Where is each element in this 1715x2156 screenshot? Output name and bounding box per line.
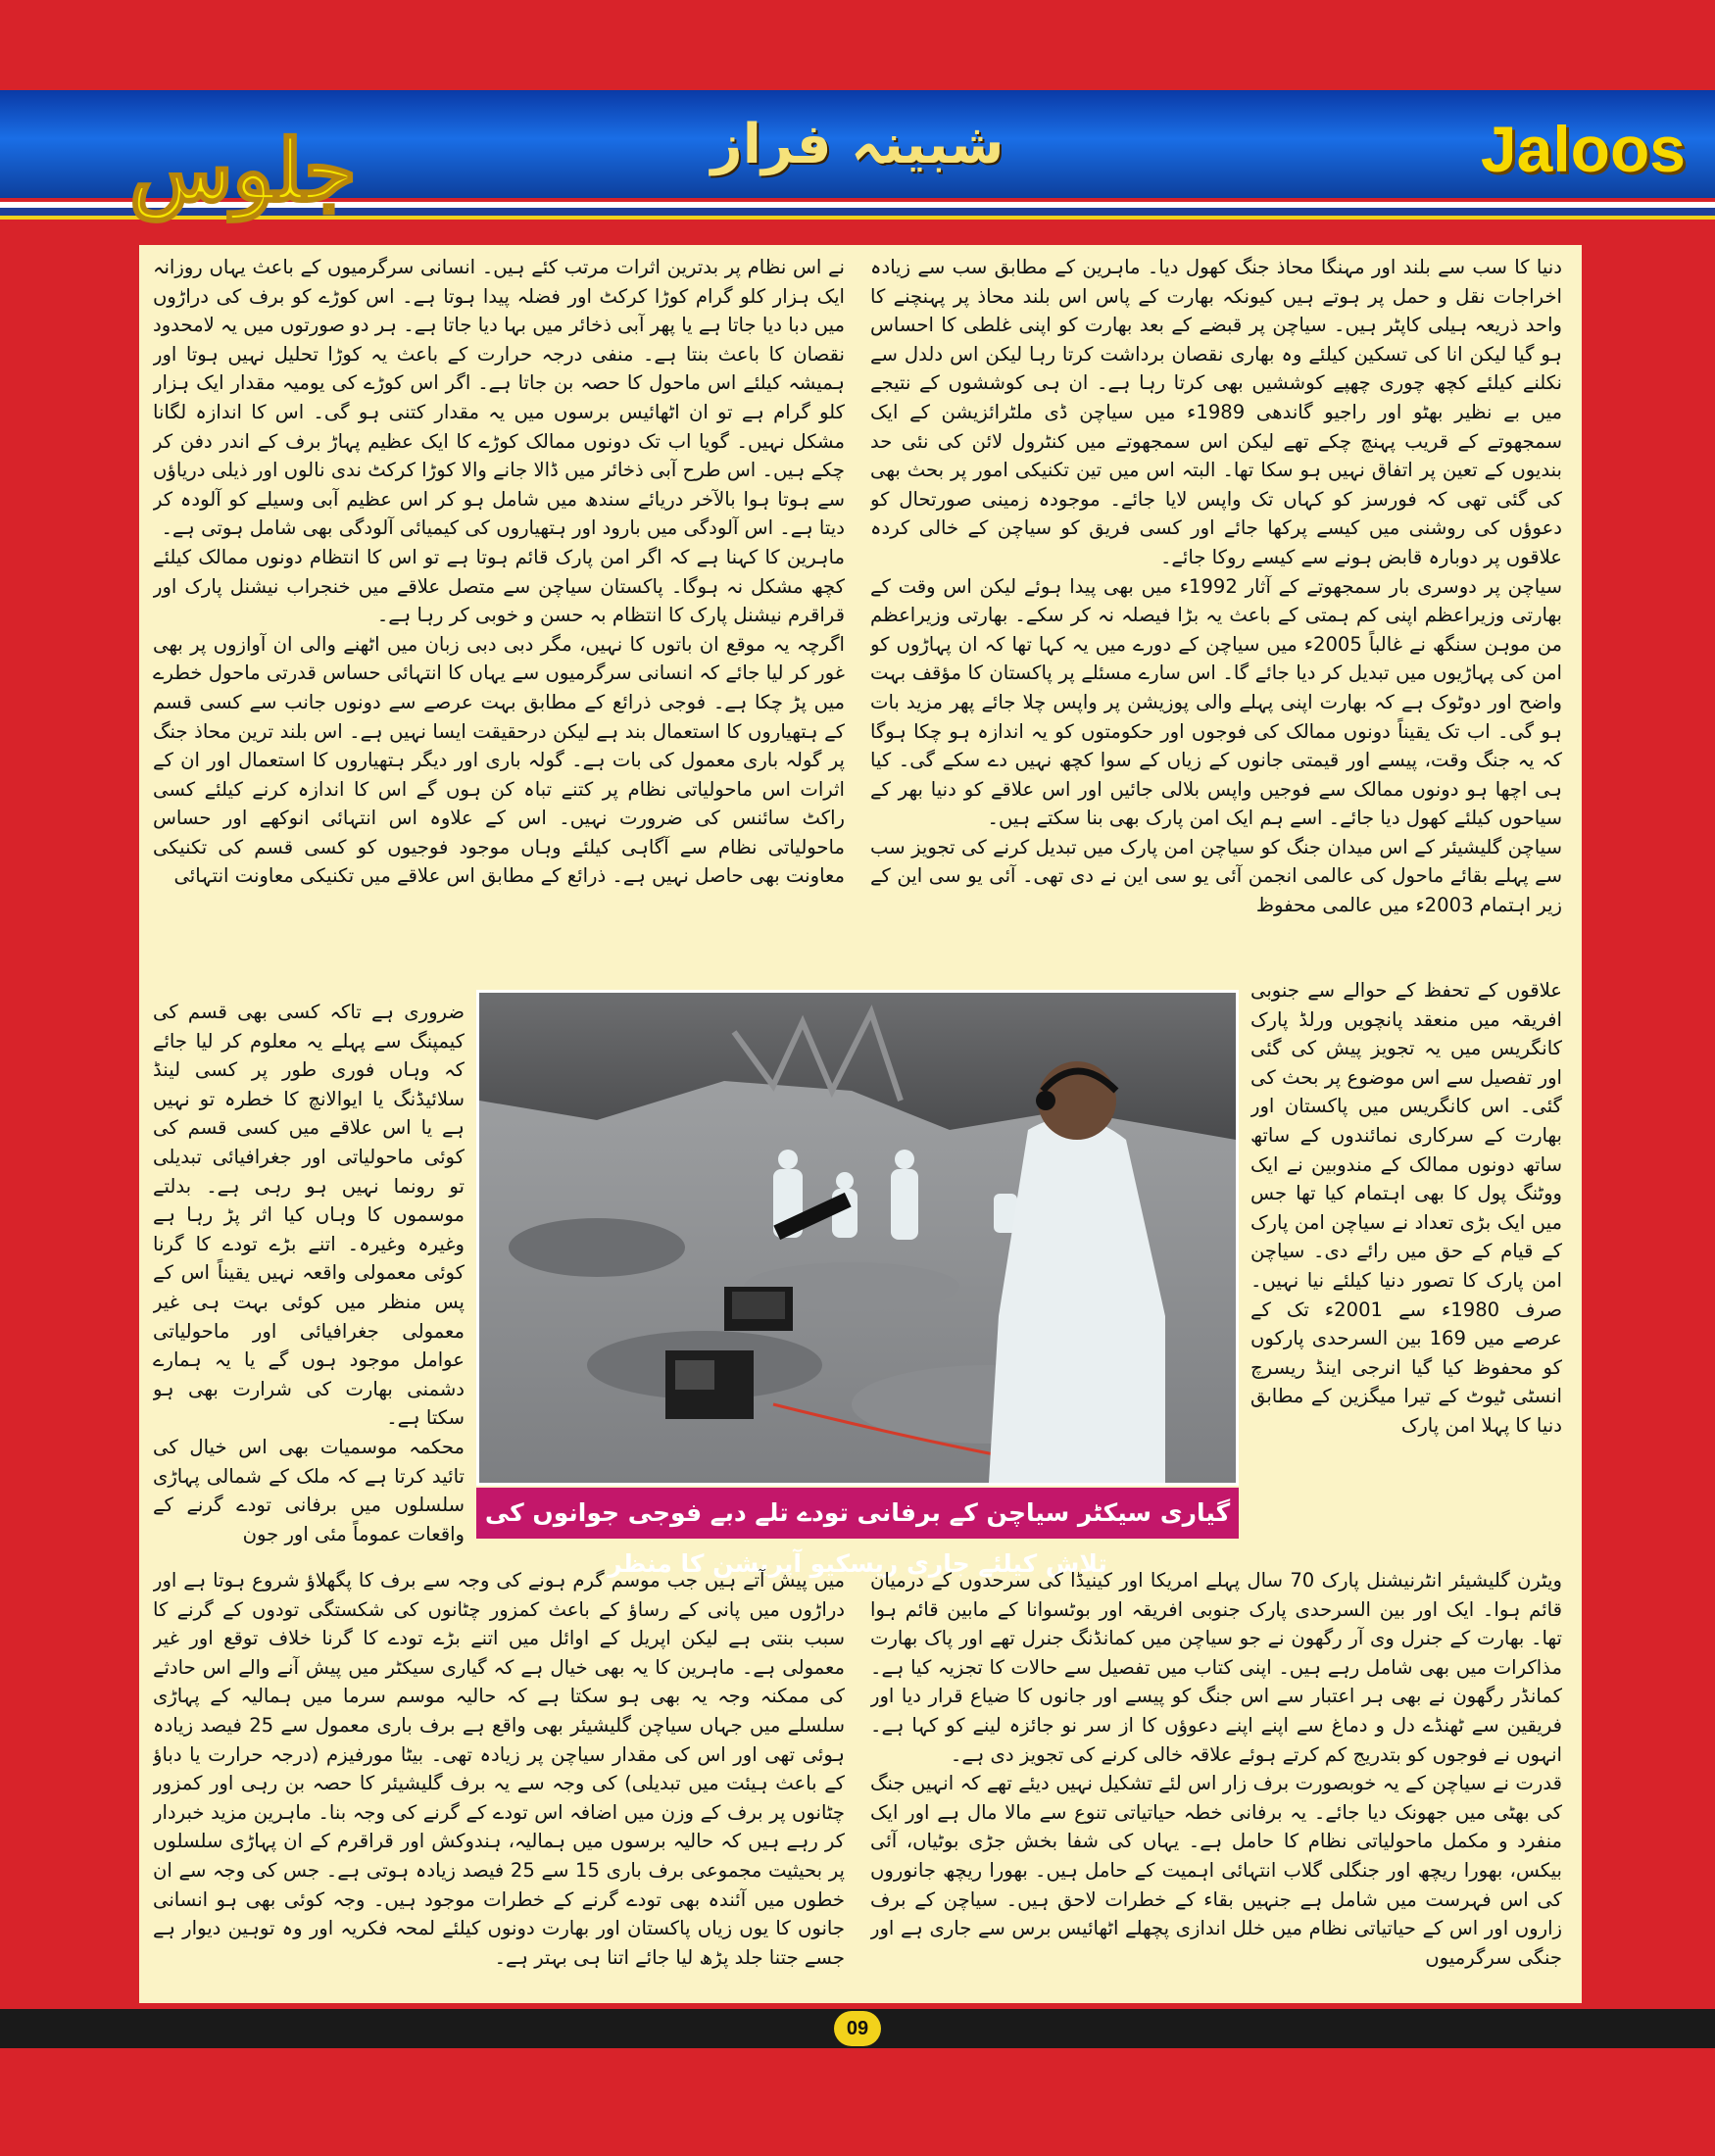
paragraph: قدرت نے سیاچن کے یہ خوبصورت برف زار اس لئے تشکیل نہیں دیئے تھے کہ انہیں جنگ کی بھٹی میں جھونک دیا جائے۔ یہ برفانی خطہ حیاتیاتی تنوع سے مالا مال ہے اور ایک منفرد و مکمل ماحولیاتی نظام کا حامل ہے۔ یہاں کی شفا بخش جڑی بوٹیاں، آئی بیکس، بھورا ریچھ اور جنگلی گلاب انتہائی اہمیت کے حامل ہیں۔ بھورا ریچھ جانوروں کی اس فہرست میں شامل ہے جنہیں بقاء کے خطرات لاحق ہیں۔ سیاچن کے برف زاروں اور اس کے حیاتیاتی نظام میں خلل اندازی پچھلے اٹھائیس برس سے جاری ہے اور جنگی سرگرمیوں [870,1772,1562,1969]
paragraph: علاقوں کے تحفظ کے حوالے سے جنوبی افریقہ میں منعقد پانچویں ورلڈ پارک کانگریس میں یہ تجویز پیش کی گئی اور تفصیل سے اس موضوع پر بحث کی گئی۔ اس کانگریس میں پاکستان اور بھارت کے سرکاری نمائندوں کے ساتھ ساتھ دونوں ممالک کے مندوبین نے ایک ووٹنگ پول کا بھی اہتمام کیا تھا جس میں ایک بڑی تعداد نے سیاچن امن پارک کے قیام کے حق میں رائے دی۔ سیاچن امن پارک کا تصور دنیا کیلئے نیا نہیں۔ صرف 1980ء سے 2001ء تک کے عرصے میں 169 بین السرحدی پارکوں کو محفوظ کیا گیا انرجی اینڈ ریسرچ انسٹی ٹیوٹ کے تیرا میگزین کے مطابق دنیا کا پہلا امن پارک [1250,979,1562,1437]
page-number: 09 [834,2011,881,2046]
photo-caption: گیاری سیکٹر سیاچن کے برفانی تودے تلے دبے فوجی جوانوں کی تلاش کیلئے جاری ریسکیو آپریشن کا منظر [476,1488,1239,1539]
paragraph: میں پیش آتے ہیں جب موسم گرم ہونے کی وجہ سے برف کا پگھلاؤ شروع ہوتا ہے اور دراڑوں میں پانی کے رساؤ کے باعث کمزور چٹانوں کی شکستگی تودوں کے گرنے کا سبب بنتی ہے لیکن اپریل کے اوائل میں اتنے بڑے تودے کا گرنا خلاف توقع اور غیر معمولی ہے۔ ماہرین کا یہ بھی خیال ہے کہ گیاری سیکٹر میں پیش آنے والے اس حادثے کی ممکنہ وجہ یہ بھی ہو سکتا ہے کہ حالیہ موسم سرما میں ہمالیہ کے پہاڑی سلسلے میں جہاں سیاچن گلیشیئر بھی واقع ہے برف باری معمول سے 25 فیصد زیادہ ہوئی تھی اور اس کی مقدار سیاچن پر زیادہ تھی۔ بیٹا مورفیزم (درجہ حرارت یا دباؤ کے باعث ہیئت میں تبدیلی) کی وجہ سے یہ برف گلیشیئر کا حصہ بن رہی اور کمزور چٹانوں پر برف کے وزن میں اضافہ اس تودے کے گرنے کی وجہ بنا۔ ماہرین مزید خبردار کر رہے ہیں کہ حالیہ برسوں میں ہمالیہ، ہندوکش اور قراقرم کے ان پہاڑی سلسلوں پر بحیثیت مجموعی برف باری 15 سے 25 فیصد زیادہ ہوتی ہے۔ جس کی وجہ سے ان خطوں میں آئندہ بھی تودے گرنے کے خطرات موجود ہیں۔ وجہ کوئی بھی ہو انسانی جانوں کا یوں زیاں پاکستان اور بھارت دونوں کیلئے لمحہ فکریہ اور وہ توہین دیوار ہے جسے جتنا جلد پڑھ لیا جائے اتنا ہی بہتر ہے۔ [153,1569,845,1969]
magazine-logo-urdu: جلوس [129,122,357,220]
paragraph: اگرچہ یہ موقع ان باتوں کا نہیں، مگر دبی دبی زبان میں اٹھنے والی ان آوازوں پر بھی غور کر لیا جائے کہ انسانی سرگرمیوں سے یہاں کا انتہائی حساس قدرتی ماحول خطرے میں پڑ چکا ہے۔ فوجی ذرائع کے مطابق بہت عرصے سے دونوں جانب سے کسی قسم کے ہتھیاروں کا استعمال بند ہے لیکن درحقیقت ایسا نہیں ہے۔ اس بلند ترین محاذ جنگ پر گولہ باری معمول کی بات ہے۔ گولہ باری اور دیگر ہتھیاروں کا استعمال اور ان کے اثرات اس ماحولیاتی نظام پر کتنے تباہ کن ہوں گے اس کا اندازہ کرنے کیلئے کسی راکٹ سائنس کی ضرورت نہیں۔ اس کے علاوہ اس انتہائی انوکھے اور حساس ماحولیاتی نظام سے آگاہی کیلئے وہاں موجود فوجیوں کو کسی قسم کی تکنیکی معاونت بھی حاصل نہیں ہے۔ ذرائع کے مطابق اس علاقے میں تکنیکی معاونت انتہائی [153,632,845,888]
magazine-logo-latin: Jaloos [1480,113,1686,185]
section-title: شبینہ فراز [710,113,1004,176]
photo-illustration [479,993,1236,1483]
paragraph: ماہرین کا کہنا ہے کہ اگر امن پارک قائم ہوتا ہے تو اس کا انتظام دونوں ممالک کیلئے کچھ مشکل نہ ہوگا۔ پاکستان سیاچن سے متصل علاقے میں خنجراب نیشنل پارک اور قراقرم نیشنل پارک کا انتظام بہ حسن و خوبی کر رہا ہے۔ [153,545,845,627]
paragraph: ویٹرن گلیشیئر انٹرنیشنل پارک 70 سال پہلے امریکا اور کینیڈا کی سرحدوں کے درمیان قائم ہوا۔ ایک اور بین السرحدی پارک جنوبی افریقہ اور بوٹسوانا کے مابین قائم ہوا تھا۔ بھارت کے جنرل وی آر رگھون نے جو سیاچن میں کمانڈنگ جنرل تھے اور پاک بھارت مذاکرات میں بھی شامل رہے ہیں۔ اپنی کتاب میں تفصیل سے حالات کا تجزیہ کیا ہے۔ کمانڈر رگھون نے بھی ہر اعتبار سے اس جنگ کو پیسے اور جانوں کا ضیاع قرار دیا اور فریقین سے ٹھنڈے دل و دماغ سے اپنے اپنے دعوؤں کا از سر نو جائزہ لینے کو کہا ہے۔ انہوں نے فوجوں کو بتدریج کم کرتے ہوئے علاقہ خالی کرنے کی تجویز دی ہے۔ [870,1569,1562,1766]
paragraph: ضروری ہے تاکہ کسی بھی قسم کی کیمپنگ سے پہلے یہ معلوم کر لیا جائے کہ وہاں فوری طور پر کسی لینڈ سلائیڈنگ یا ایوالانچ کا خطرہ تو نہیں ہے یا اس علاقے میں کسی قسم کی کوئی ماحولیاتی اور جغرافیائی تبدیلی تو رونما نہیں ہو رہی ہے۔ بدلتے موسموں کا وہاں کیا اثر پڑ رہا ہے وغیرہ وغیرہ۔ اتنے بڑے تودے کا گرنا کوئی معمولی واقعہ نہیں یقیناً اس کے پس منظر میں کوئی بہت ہی غیر معمولی جغرافیائی اور ماحولیاتی عوامل موجود ہوں گے یا یہ ہمارے دشمنی بھارت کی شرارت بھی ہو سکتا ہے۔ [153,1001,465,1430]
paragraph: نے اس نظام پر بدترین اثرات مرتب کئے ہیں۔ انسانی سرگرمیوں کے باعث یہاں روزانہ ایک ہزار کلو گرام کوڑا کرکٹ اور فضلہ پیدا ہوتا ہے۔ اس کوڑے کو برف کی دراڑوں میں دبا دیا جاتا ہے یا پھر آبی ذخائر میں بہا دیا جاتا ہے۔ ہر دو صورتوں میں یہ لامحدود نقصان کا باعث بنتا ہے۔ منفی درجہ حرارت کے باعث یہ کوڑا تحلیل نہیں ہوتا اور ہمیشہ کیلئے اس ماحول کا حصہ بن جاتا ہے۔ اگر اس کوڑے کی یومیہ مقدار ایک ہزار کلو گرام ہے تو ان اٹھائیس برسوں میں یہ مقدار کتنی ہو گی۔ اس کا اندازہ لگانا مشکل نہیں۔ گویا اب تک دونوں ممالک کوڑے کا ایک عظیم پہاڑ برف کے اندر دفن کر چکے ہیں۔ اس طرح آبی ذخائر میں ڈالا جانے والا کوڑا کرکٹ ندی نالوں اور ذیلی دریاؤں سے ہوتا ہوا بالآخر دریائے سندھ میں شامل ہو کر اس عظیم آبی وسیلے کو آلودہ کر دیتا ہے۔ اس آلودگی میں بارود اور ہتھیاروں کی کیمیائی آلودگی بھی شامل ہوتی ہے۔ [153,256,845,540]
rescue-operation-photo [476,990,1239,1486]
article-column-right-bottom [870,1566,1562,1997]
article-column-narrow-left [153,998,465,1572]
article-column-narrow-right [1250,976,1562,1521]
article-column-right-top [870,253,1562,972]
article-column-left-bottom [153,1566,845,1997]
paragraph: سیاچن گلیشیئر کے اس میدان جنگ کو سیاچن امن پارک میں تبدیل کرنے کی تجویز سب سے پہلے بقائے ماحول کی عالمی انجمن آئی یو سی این نے دی تھی۔ آئی یو سی این کے زیر اہتمام 2003ء میں عالمی محفوظ [870,835,1562,917]
article-column-left-top [153,253,845,994]
paragraph: محکمہ موسمیات بھی اس خیال کی تائید کرتا ہے کہ ملک کے شمالی پہاڑی سلسلوں میں برفانی تودے گرنے کے واقعات عموماً مئی اور جون [153,1435,465,1545]
paragraph: دنیا کا سب سے بلند اور مہنگا محاذ جنگ کھول دیا۔ ماہرین کے مطابق سب سے زیادہ اخراجات نقل و حمل پر ہوتے ہیں کیونکہ بھارت کے پاس اس بلند محاذ پر پہنچنے کا واحد ذریعہ ہیلی کاپٹر ہیں۔ سیاچن پر قبضے کے بعد بھارت کو اپنی غلطی کا احساس ہو گیا لیکن انا کی تسکین کیلئے وہ بھاری نقصان برداشت کرتا رہا لیکن اس دلدل سے نکلنے کیلئے کچھ چوری چھپے کوششیں بھی کرتا رہا ہے۔ ان ہی کوششوں کے نتیجے میں بے نظیر بھٹو اور راجیو گاندھی 1989ء میں سیاچن ڈی ملٹرائزیشن کے ایک سمجھوتے کے قریب پہنچ چکے تھے لیکن اس سمجھوتے میں کنٹرول لائن کی نئی حد بندیوں کے تعین پر اتفاق نہیں ہو سکا تھا۔ البتہ اس میں تین تکنیکی امور پر بحث بھی کی گئی تھی کہ فورسز کو کہاں تک واپس لایا جائے۔ موجودہ زمینی صورتحال کو دعوؤں کی روشنی میں کیسے پرکھا جائے اور کسی فریق کو سیاچن کے خالی کردہ علاقوں پر دوبارہ قابض ہونے سے کیسے روکا جائے۔ [870,256,1562,568]
paragraph: سیاچن پر دوسری بار سمجھوتے کے آثار 1992ء میں بھی پیدا ہوئے لیکن اس وقت کے بھارتی وزیراعظم اپنی کم ہمتی کے باعث یہ بڑا فیصلہ نہ کر سکے۔ بھارتی وزیراعظم من موہن سنگھ نے غالباً 2005ء میں سیاچن کے دورے میں یہ کہا تھا کہ ان پہاڑوں کو امن کی پہاڑیوں میں تبدیل کر دیا جائے گا۔ اس سارے مسئلے پر پاکستان کا مؤقف بہت واضح اور دوٹوک ہے کہ بھارت اپنی پہلے والی پوزیشن پر واپس چلا جائے پھر مزید بات ہو گی۔ اب تک یقیناً دونوں ممالک کی فوجوں اور حکومتوں کو یہ اندازہ ہو چکا ہوگا کہ یہ جنگ وقت، پیسے اور قیمتی جانوں کے زیاں کے سوا کچھ نہیں دے سکے گی۔ کیا ہی اچھا ہو دونوں ممالک سے فوجیں واپس بلالی جائیں اور اس علاقے کو دنیا بھر کے سیاحوں کیلئے کھول دیا جائے۔ اسے ہم ایک امن پارک بھی بنا سکتے ہیں۔ [870,574,1562,830]
